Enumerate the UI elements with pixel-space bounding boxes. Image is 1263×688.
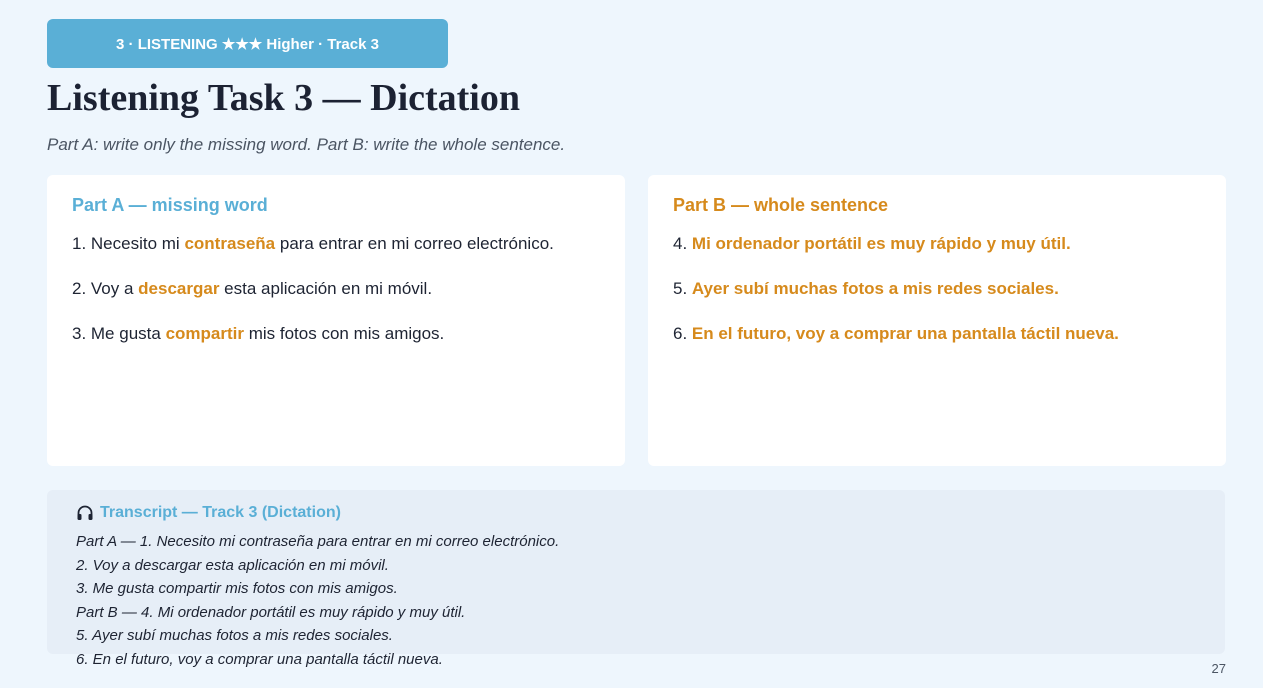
missing-word: contraseña [184, 234, 276, 253]
part-b-card [648, 175, 1226, 466]
part-b-item [673, 278, 1216, 300]
part-a-heading: Part A — missing word [72, 195, 268, 215]
transcript-heading: Transcript — Track 3 (Dictation) [100, 504, 341, 521]
item-number: 4. [673, 234, 692, 253]
item-text: esta aplicación en mi móvil. [219, 279, 433, 298]
transcript-box [47, 490, 1225, 668]
missing-word: compartir [165, 324, 244, 343]
transcript-line: 3. Me gusta compartir mis fotos con mis amigos. [76, 580, 398, 597]
part-a-item [72, 323, 615, 345]
transcript-line: 2. Voy a descargar esta aplicación en mi móvil. [76, 556, 389, 574]
transcript-line: Part A — 1. Necesito mi contraseña para entrar en mi correo electrónico. [76, 533, 560, 550]
item-text: 3. Me gusta [72, 324, 166, 343]
transcript-line: 5. Ayer subí muchas fotos a mis redes sociales. [76, 627, 393, 644]
track-banner-label: 3 · LISTENING ★★★ Higher · Track 3 [116, 35, 379, 53]
track-banner [47, 19, 448, 68]
transcript-line: 6. En el futuro, voy a comprar una pantalla táctil nueva. [76, 650, 443, 668]
answer-sentence: En el futuro, voy a comprar una pantalla táctil nueva. [691, 324, 1119, 343]
item-text: para entrar en mi correo electrónico. [275, 234, 554, 253]
part-a-item [72, 278, 615, 300]
part-b-item [673, 323, 1216, 345]
headphones-icon [76, 504, 94, 522]
item-number: 5. [673, 279, 692, 298]
part-b-item [673, 233, 1216, 255]
part-a-card [47, 175, 625, 466]
part-b-heading: Part B — whole sentence [673, 195, 889, 215]
item-number: 6. [673, 324, 692, 343]
page-number: 27 [1211, 661, 1226, 676]
answer-sentence: Ayer subí muchas fotos a mis redes sociales. [691, 279, 1059, 298]
transcript-line: Part B — 4. Mi ordenador portátil es muy rápido y muy útil. [76, 603, 466, 621]
answer-sentence: Mi ordenador portátil es muy rápido y muy útil. [691, 234, 1071, 253]
item-text: 2. Voy a [72, 279, 139, 298]
item-text: mis fotos con mis amigos. [243, 324, 445, 343]
transcript-header [76, 504, 341, 522]
page-subtitle: Part A: write only the missing word. Part B: write the whole sentence. [47, 135, 566, 154]
item-text: 1. Necesito mi [72, 234, 185, 253]
page-title: Listening Task 3 — Dictation [47, 77, 520, 119]
missing-word: descargar [138, 279, 220, 298]
part-a-item [72, 233, 615, 255]
